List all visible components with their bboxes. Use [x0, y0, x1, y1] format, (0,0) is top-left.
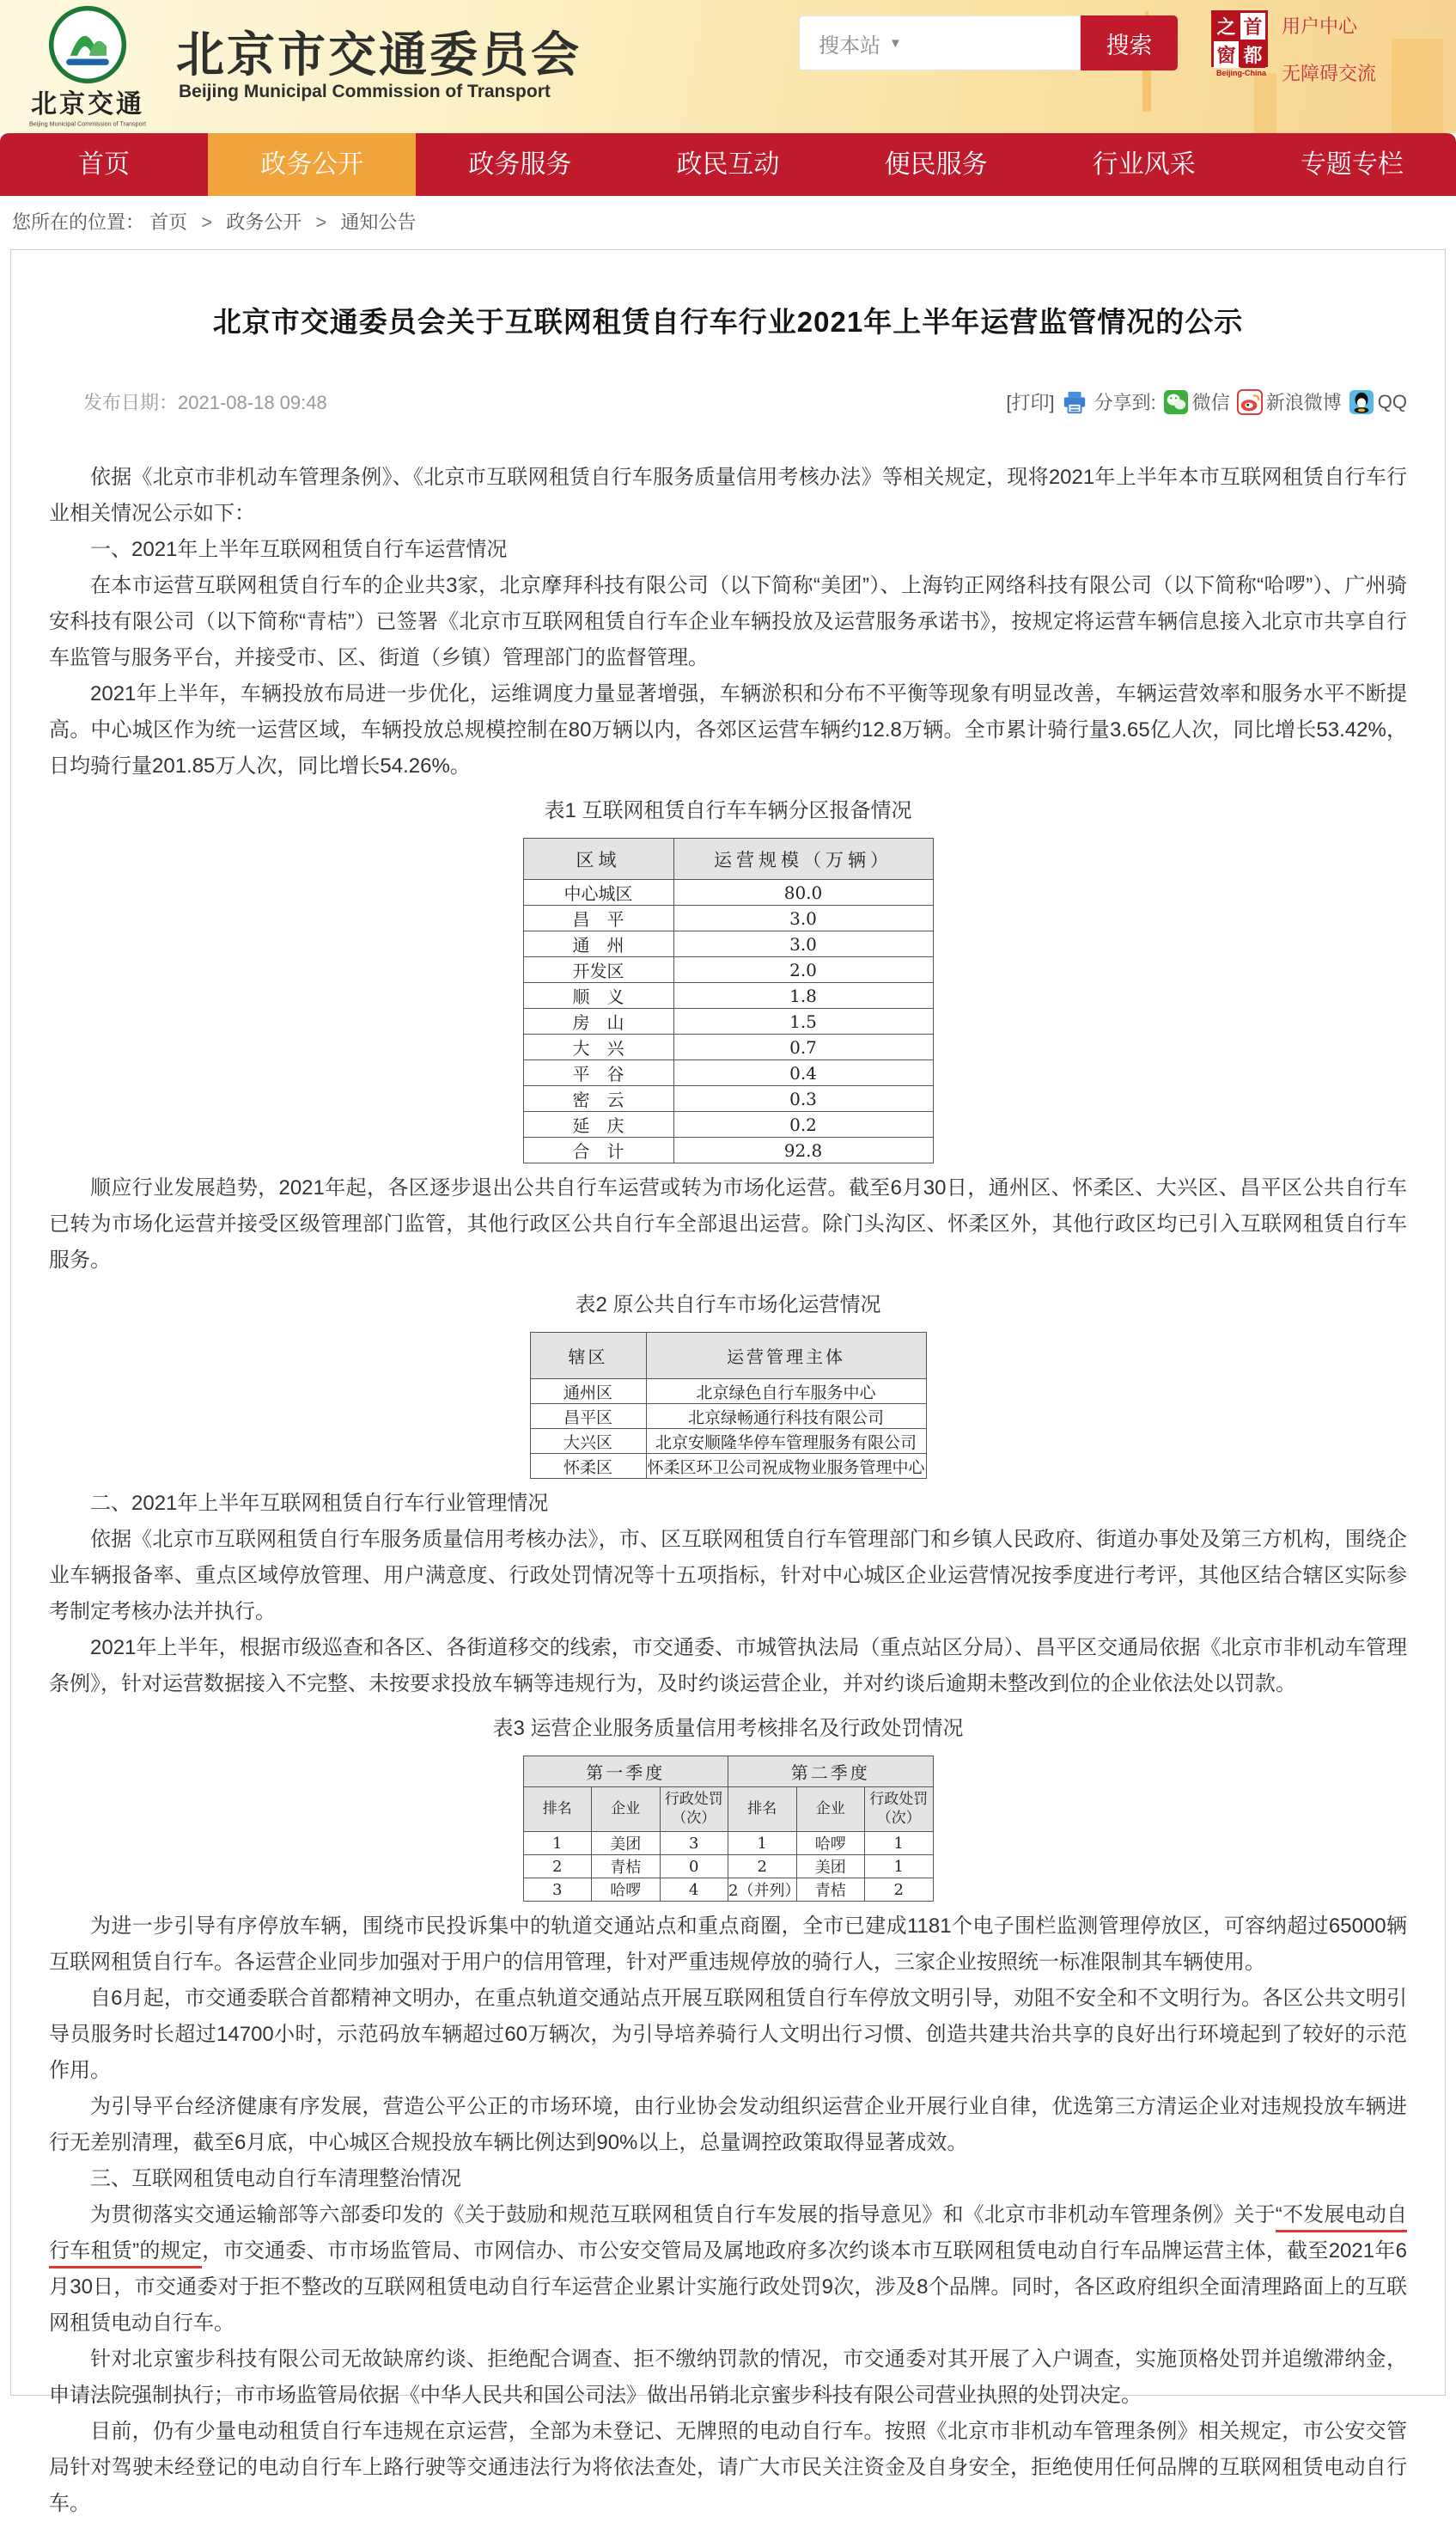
table-header-cell: 企业 [796, 1787, 865, 1832]
table-cell: 80.0 [673, 880, 933, 906]
table-row [523, 1832, 933, 1855]
seal-caption: Beijing-China [1216, 69, 1266, 77]
table1-caption: 表1 互联网租赁自行车车辆分区报备情况 [544, 799, 912, 822]
table-cell: 1.5 [673, 1009, 933, 1035]
table-cell: 北京绿畅通行科技有限公司 [646, 1404, 926, 1429]
paragraph-text: 为贯彻落实交通运输部等六部委印发的《关于鼓励和规范互联网租赁自行车发展的指导意见》和《北京市非机动车管理条例》关于 [90, 2203, 1276, 2226]
site-title: 北京市交通委员会 [176, 27, 582, 82]
table-row [523, 1086, 933, 1112]
table-row [523, 1112, 933, 1138]
table-cell: 4 [660, 1878, 728, 1902]
article-title: 北京市交通委员会关于互联网租赁自行车行业2021年上半年运营监管情况的公示 [212, 306, 1244, 338]
table-cell: 1 [865, 1855, 934, 1878]
skyline-decoration [1392, 39, 1443, 133]
table-cell: 延 庆 [523, 1112, 673, 1138]
table-cell: 0.7 [673, 1035, 933, 1060]
search-button[interactable]: 搜索 [1081, 15, 1178, 70]
paragraph: 2021年上半年，车辆投放布局进一步优化，运维调度力量显著增强，车辆淤积和分布不平衡等现象有明显改善，车辆运营效率和服务水平不断提高。中心城区作为统一运营区域，车辆投放总规模控制在80万辆以内，各郊区运营车辆约12.8万辆。全市累计骑行量3.65亿人次，同比增长53.42%，日均骑行量201.85万人次，同比增长54.26%。 [49, 682, 1407, 778]
share-wechat-label: 微信 [1191, 392, 1230, 413]
table-header-cell: 企业 [592, 1787, 661, 1832]
nav-item-gov-info[interactable]: 政务公开 [208, 133, 416, 196]
table-cell: 大 兴 [523, 1035, 673, 1060]
breadcrumb [0, 196, 1456, 249]
user-center-link[interactable]: 用户中心 [1282, 15, 1358, 37]
table-cell: 大兴区 [530, 1429, 646, 1454]
table-row [523, 1855, 933, 1878]
table-cell: 昌平区 [530, 1404, 646, 1429]
paragraph-text: ，市交通委、市市场监管局、市网信办、市公安交管局及属地政府多次约谈本市互联网租赁电动自行车品牌运营主体，截至2021年6月30日，市交通委对于拒不整改的互联网租赁电动自行车运营企业累计实施行政处罚9次，涉及8个品牌。同时，各区政府组织全面清理路面上的互联网租赁电动自行车。 [49, 2239, 1407, 2335]
table-cell: 合 计 [523, 1138, 673, 1163]
table-cell: 通州区 [530, 1379, 646, 1404]
nav-item-convenience[interactable]: 便民服务 [884, 150, 988, 179]
table-cell: 3.0 [673, 906, 933, 931]
table-row [523, 880, 933, 906]
table-cell: 美团 [592, 1832, 661, 1855]
breadcrumb-prefix: 您所在的位置： [12, 211, 145, 233]
paragraph [49, 2197, 1407, 2342]
publish-date-value: 2021-08-18 09:48 [178, 392, 327, 413]
table-cell: 0.3 [673, 1086, 933, 1112]
section-1-heading: 一、2021年上半年互联网租赁自行车运营情况 [90, 538, 508, 561]
table-subheader-row [523, 1787, 933, 1832]
table-row [523, 1009, 933, 1035]
table-cell: 怀柔区环卫公司祝成物业服务管理中心 [646, 1454, 926, 1479]
article-body [49, 460, 1407, 2522]
highlighted-text: “不发展电动自行车租赁”的规定 [49, 2203, 1407, 2269]
logo-text: 北京交通 [31, 90, 144, 119]
table-header-cell: 运营规模（万辆） [673, 839, 933, 880]
table-header-cell: 行政处罚 （次） [660, 1787, 728, 1832]
table-row [523, 906, 933, 931]
site-header [0, 0, 1456, 133]
wechat-icon [1163, 389, 1189, 415]
print-button[interactable]: [打印] [1006, 392, 1055, 413]
accessibility-link[interactable]: 无障碍交流 [1282, 63, 1377, 84]
table-cell: 1.8 [673, 983, 933, 1009]
table-cell: 昌 平 [523, 906, 673, 931]
capital-window-logo[interactable] [1211, 10, 1271, 77]
table-row [523, 983, 933, 1009]
table-cell: 北京安顺隆华停车管理服务有限公司 [646, 1429, 926, 1454]
table-row [523, 1138, 933, 1163]
paragraph: 为引导平台经济健康有序发展，营造公平公正的市场环境，由行业协会发动组织运营企业开展行业自律，优选第三方清运企业对违规投放车辆进行无差别清理，截至6月底，中心城区合规投放车辆比例达到90%以上，总量调控政策取得显著成效。 [49, 2095, 1407, 2154]
table-cell: 1 [523, 1832, 592, 1855]
table-row [530, 1454, 926, 1479]
table-header-cell: 运营管理主体 [646, 1333, 926, 1379]
table-cell: 0.4 [673, 1060, 933, 1086]
site-subtitle: Beijing Municipal Commission of Transport [179, 82, 551, 101]
table-cell: 平 谷 [523, 1060, 673, 1086]
table-cell: 中心城区 [523, 880, 673, 906]
table-cell: 通 州 [523, 931, 673, 957]
table-cell: 哈啰 [592, 1878, 661, 1902]
section-2-heading: 二、2021年上半年互联网租赁自行车行业管理情况 [90, 1492, 549, 1515]
share-weibo-label: 新浪微博 [1265, 392, 1342, 413]
table-cell: 美团 [796, 1855, 865, 1878]
table-header-cell: 区域 [523, 839, 673, 880]
printer-icon[interactable] [1062, 389, 1087, 415]
table-header-cell: 排名 [523, 1787, 592, 1832]
table-cell: 密 云 [523, 1086, 673, 1112]
table-cell: 92.8 [673, 1138, 933, 1163]
table-cell: 顺 义 [523, 983, 673, 1009]
share-qq-label: QQ [1377, 390, 1407, 412]
nav-item-industry[interactable]: 行业风采 [1092, 150, 1196, 179]
table-row [523, 957, 933, 983]
qq-icon [1349, 389, 1374, 415]
paragraph: 为进一步引导有序停放车辆，围绕市民投诉集中的轨道交通站点和重点商圈，全市已建成1181个电子围栏监测管理停放区，可容纳超过65000辆互联网租赁自行车。各运营企业同步加强对于用户的信用管理，针对严重违规停放的骑行人，三家企业按照统一标准限制其车辆使用。 [49, 1914, 1407, 1974]
table-cell: 2（并列） [728, 1878, 797, 1902]
main-nav [0, 133, 1456, 196]
table-cell: 3.0 [673, 931, 933, 957]
table-cell: 开发区 [523, 957, 673, 983]
article-container [10, 249, 1446, 2515]
section-3-heading: 三、互联网租赁电动自行车清理整治情况 [90, 2167, 461, 2190]
table-header-row [523, 839, 933, 880]
nav-item-home[interactable]: 首页 [78, 150, 131, 179]
table-cell: 北京绿色自行车服务中心 [646, 1379, 926, 1404]
logo-caption: Beijing Municipal Commission of Transport [28, 120, 147, 128]
share-label: 分享到: [1094, 392, 1156, 413]
table-cell: 1 [865, 1832, 934, 1855]
table-header-row [530, 1333, 926, 1379]
table2-caption: 表2 原公共自行车市场化运营情况 [575, 1293, 881, 1316]
paragraph: 在本市运营互联网租赁自行车的企业共3家，北京摩拜科技有限公司（以下简称“美团”）、上海钧正网络科技有限公司（以下简称“哈啰”）、广州骑安科技有限公司（以下简称“青桔”）已签署《北京市互联网租赁自行车企业车辆投放及运营服务承诺书》，按规定将运营车辆信息接入北京市共享自行车监管与服务平台，并接受市、区、街道（乡镇）管理部门的监督管理。 [49, 574, 1407, 669]
table-cell: 哈啰 [796, 1832, 865, 1855]
share-toolbar [999, 388, 1407, 415]
table-row [523, 1060, 933, 1086]
table-cell: 3 [660, 1832, 728, 1855]
table-header-cell: 辖区 [530, 1333, 646, 1379]
table-cell: 房 山 [523, 1009, 673, 1035]
table-row [530, 1404, 926, 1429]
search-area [799, 15, 1178, 70]
share-wechat[interactable] [1163, 388, 1230, 415]
weibo-icon [1237, 389, 1263, 415]
share-qq[interactable] [1349, 389, 1407, 415]
share-weibo[interactable] [1237, 388, 1342, 415]
table-cell: 青桔 [592, 1855, 661, 1878]
paragraph: 2021年上半年，根据市级巡查和各区、各街道移交的线索，市交通委、市城管执法局（重点站区分局）、昌平区交通局依据《北京市非机动车管理条例》，针对运营数据接入不完整、未按要求投放车辆等违规行为，及时约谈运营企业，并对约谈后逾期未整改到位的企业依法处以罚款。 [49, 1636, 1407, 1695]
paragraph: 自6月起，市交通委联合首都精神文明办，在重点轨道交通站点开展互联网租赁自行车停放文明引导，劝阻不安全和不文明行为。各区公共文明引导员服务时长超过14700小时，示范码放车辆超过60万辆次，为引导培养骑行人文明出行习惯、创造共建共治共享的良好出行环境起到了较好的示范作用。 [49, 1987, 1407, 2082]
table-cell: 青桔 [796, 1878, 865, 1902]
site-logo[interactable] [14, 3, 161, 128]
table-cell: 0 [660, 1855, 728, 1878]
table-cell: 2 [523, 1855, 592, 1878]
table-row [530, 1379, 926, 1404]
paragraph: 依据《北京市互联网租赁自行车服务质量信用考核办法》，市、区互联网租赁自行车管理部门和乡镇人民政府、街道办事处及第三方机构，围绕企业车辆报备率、重点区域停放管理、用户满意度、行政处罚情况等十五项指标，针对中心城区企业运营情况按季度进行考评，其他区结合辖区实际参考制定考核办法并执行。 [49, 1528, 1407, 1623]
seal-char: 都 [1240, 41, 1265, 68]
search-placeholder: 搜本站 [819, 34, 880, 58]
publish-date-label: 发布日期： [83, 392, 179, 413]
seal-char: 首 [1240, 13, 1265, 40]
breadcrumb-gov-info[interactable]: 政务公开 [226, 211, 302, 233]
table-cell: 1 [728, 1832, 797, 1855]
table-group-header-row [523, 1756, 933, 1787]
paragraph: 依据《北京市非机动车管理条例》、《北京市互联网租赁自行车服务质量信用考核办法》等相关规定，现将2021年上半年本市互联网租赁自行车行业相关情况公示如下： [49, 466, 1407, 525]
breadcrumb-separator: > [315, 211, 327, 233]
table-cell: 0.2 [673, 1112, 933, 1138]
capital-window-seal-icon [1211, 10, 1268, 67]
nav-item-special[interactable]: 专题专栏 [1300, 150, 1404, 179]
table-header-cell: 第一季度 [523, 1756, 728, 1787]
paragraph: 顺应行业发展趋势，2021年起，各区逐步退出公共自行车运营或转为市场化运营。截至6月30日，通州区、怀柔区、大兴区、昌平区公共自行车已转为市场化运营并接受区级管理部门监管，其他行政区公共自行车全部退出运营。除门头沟区、怀柔区外，其他行政区均已引入互联网租赁自行车服务。 [49, 1176, 1407, 1272]
table-market-operation [530, 1332, 927, 1479]
site-logo-emblem-icon [48, 5, 127, 84]
table-cell: 2.0 [673, 957, 933, 983]
table-credit-ranking [523, 1756, 934, 1902]
table-row [523, 1035, 933, 1060]
breadcrumb-home[interactable]: 首页 [149, 211, 188, 233]
seal-char: 之 [1214, 13, 1239, 40]
table-header-cell: 排名 [728, 1787, 797, 1832]
table-header-cell: 行政处罚 （次） [865, 1787, 934, 1832]
chevron-down-icon[interactable]: ▼ [889, 35, 902, 51]
seal-char: 窗 [1214, 41, 1239, 68]
publish-date [49, 388, 327, 415]
paragraph: 目前，仍有少量电动租赁自行车违规在京运营，全部为未登记、无牌照的电动自行车。按照《北京市非机动车管理条例》相关规定，市公安交管局针对驾驶未经登记的电动自行车上路行驶等交通违法行为将依法查处，请广大市民关注资金及自身安全，拒绝使用任何品牌的互联网租赁电动自行车。 [49, 2420, 1407, 2515]
table-row [530, 1429, 926, 1454]
nav-item-interaction[interactable]: 政民互动 [676, 150, 780, 179]
table-header-cell: 第二季度 [728, 1756, 934, 1787]
table-cell: 2 [728, 1855, 797, 1878]
breadcrumb-separator: > [201, 211, 213, 233]
table-cell: 3 [523, 1878, 592, 1902]
table-cell: 怀柔区 [530, 1454, 646, 1479]
search-input[interactable] [799, 15, 1081, 70]
user-links [1282, 12, 1376, 86]
breadcrumb-notices[interactable]: 通知公告 [340, 211, 417, 233]
table-row [523, 931, 933, 957]
skyline-decoration [1254, 73, 1276, 133]
table-operating-scale [523, 838, 934, 1163]
article-meta [49, 388, 1407, 415]
table3-caption: 表3 运营企业服务质量信用考核排名及行政处罚情况 [492, 1717, 964, 1740]
table-cell: 2 [865, 1878, 934, 1902]
table-row [523, 1878, 933, 1902]
nav-item-gov-service[interactable]: 政务服务 [468, 150, 572, 179]
paragraph: 针对北京蜜步科技有限公司无故缺席约谈、拒绝配合调查、拒不缴纳罚款的情况，市交通委对其开展了入户调查，实施顶格处罚并追缴滞纳金，申请法院强制执行；市市场监管局依据《中华人民共和国公司法》做出吊销北京蜜步科技有限公司营业执照的处罚决定。 [49, 2348, 1407, 2407]
